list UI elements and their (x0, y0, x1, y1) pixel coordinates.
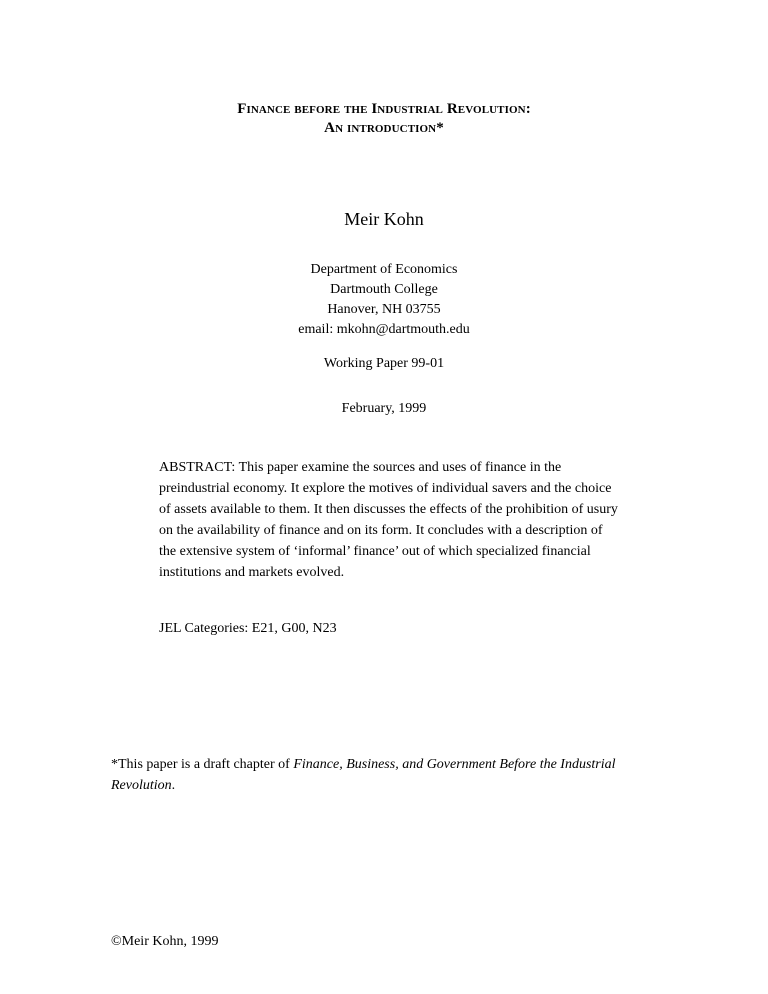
footnote-prefix: *This paper is a draft chapter of (111, 757, 294, 772)
footnote (111, 754, 661, 796)
footnote-book-title: Finance, Business, and Government Before the Industrial Revolution (111, 757, 616, 793)
abstract: ABSTRACT: This paper examine the sources and uses of finance in the preindustrial economy. It explore the motives of individual savers and the choice of assets available to them. It then discusses the effects of the prohibition of usury on the availability of finance and on its form. It concludes with a description of the extensive system of ‘informal’ finance’ out of which specialized financial institutions and markets evolved. (159, 460, 618, 580)
address: Hanover, NH 03755 (327, 302, 441, 317)
institution: Dartmouth College (330, 282, 438, 297)
department: Department of Economics (310, 262, 458, 277)
paper-title (0, 100, 768, 138)
email: email: mkohn@dartmouth.edu (298, 322, 470, 337)
working-paper-number: Working Paper 99-01 (323, 356, 445, 371)
footnote-suffix: . (171, 778, 176, 793)
jel-categories: JEL Categories: E21, G00, N23 (159, 621, 337, 636)
title-line-1: Finance before the Industrial Revolution: (237, 101, 531, 117)
author-name: Meir Kohn (344, 209, 424, 229)
title-line-2: An introduction* (324, 120, 444, 136)
copyright-notice: ©Meir Kohn, 1999 (111, 934, 219, 949)
paper-date: February, 1999 (341, 401, 427, 416)
author-affiliation (0, 260, 768, 340)
